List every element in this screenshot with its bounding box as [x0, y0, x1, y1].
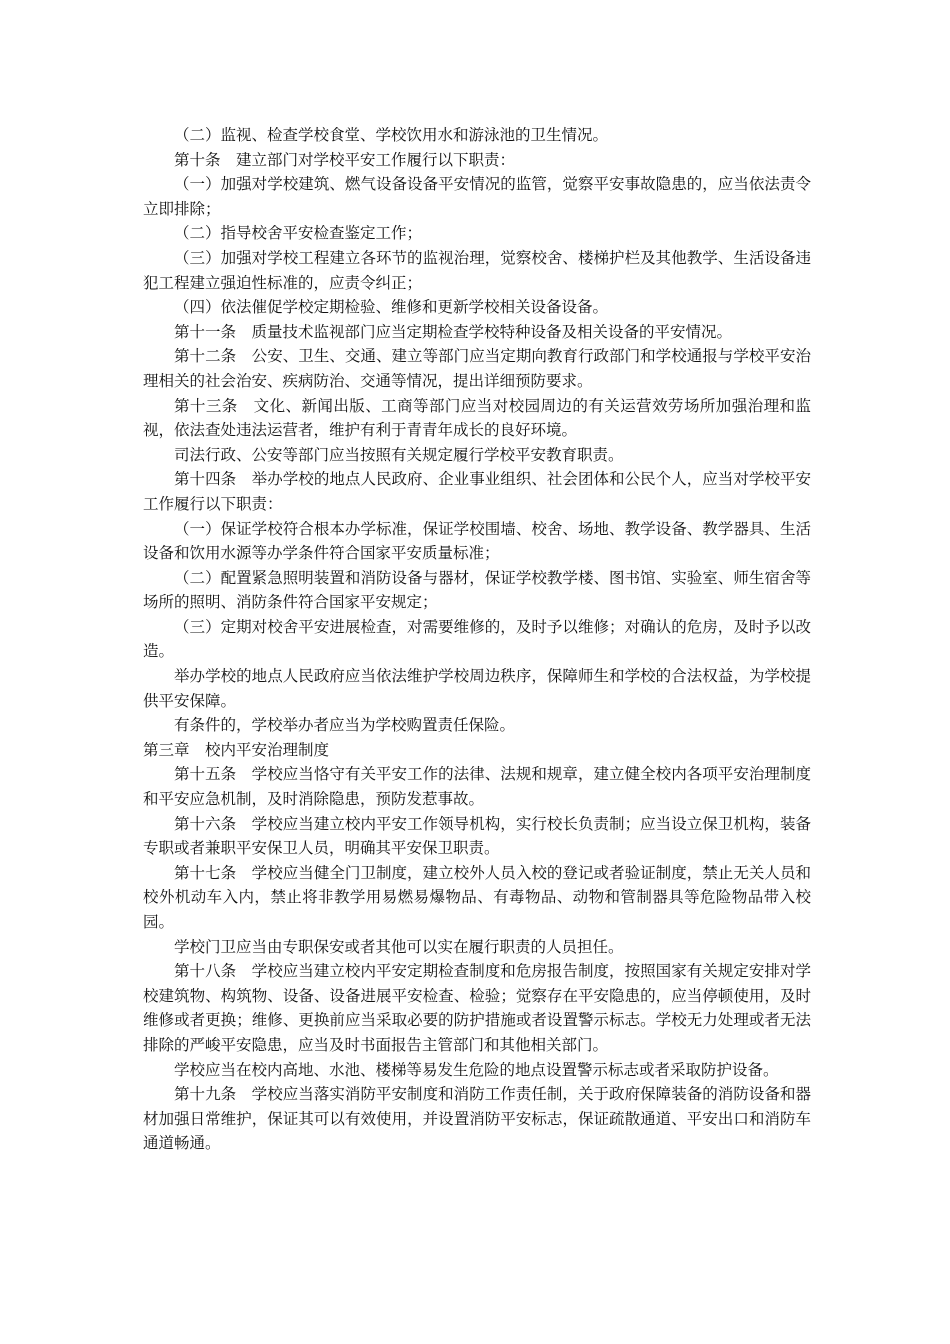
- paragraph: （一）加强对学校建筑、燃气设备设备平安情况的监管，觉察平安事故隐患的，应当依法责令立即排除；: [143, 175, 811, 218]
- article-15-paragraph: 第十五条 学校应当恪守有关平安工作的法律、法规和规章，建立健全校内各项平安治理制度和平安应急机制，及时消除隐患，预防发惹事故。: [143, 765, 811, 809]
- article-19-paragraph: 第十九条 学校应当落实消防平安制度和消防工作责任制，关于政府保障装备的消防设备和器材加强日常维护，保证其可以有效使用，并设置消防平安标志，保证疏散通道、平安出口和消防车通道畅通。: [143, 1085, 811, 1153]
- paragraph: （三）定期对校舍平安进展检查，对需要维修的，及时予以维修；对确认的危房，及时予以改造。: [143, 617, 811, 661]
- article-13-paragraph: 第十三条 文化、新闻出版、工商等部门应当对校园周边的有关运营效劳场所加强治理和监视，依法查处违法运营者，维护有利于青青年成长的良好环境。: [143, 396, 811, 440]
- paragraph: （二）监视、检查学校食堂、学校饮用水和游泳池的卫生情况。: [174, 126, 609, 144]
- article-11-paragraph: 第十一条 质量技术监视部门应当定期检查学校特种设备及相关设备的平安情况。: [174, 322, 733, 341]
- article-10-paragraph: 第十条 建立部门对学校平安工作履行以下职责：: [174, 150, 516, 169]
- paragraph: （一）保证学校符合根本办学标准，保证学校围墙、校舍、场地、教学设备、教学器具、生活设备和饮用水源等办学条件符合国家平安质量标准；: [143, 519, 811, 563]
- article-16-paragraph: 第十六条 学校应当建立校内平安工作领导机构，实行校长负责制；应当设立保卫机构，装备专职或者兼职平安保卫人员，明确其平安保卫职责。: [143, 814, 811, 858]
- paragraph: 学校应当在校内高地、水池、楼梯等易发生危险的地点设置警示标志或者采取防护设备。: [174, 1060, 779, 1079]
- paragraph: （三）加强对学校工程建立各环节的监视治理，觉察校舍、楼梯护栏及其他教学、生活设备违犯工程建立强迫性标准的，应责令纠正；: [143, 248, 811, 292]
- article-12-paragraph: 第十二条 公安、卫生、交通、建立等部门应当定期向教育行政部门和学校通报与学校平安治理相关的社会治安、疾病防治、交通等情况，提出详细预防要求。: [143, 347, 811, 390]
- article-14-paragraph: 第十四条 举办学校的地点人民政府、企业事业组织、社会团体和公民个人，应当对学校平安工作履行以下职责：: [143, 470, 811, 513]
- document-body: [143, 123, 811, 1156]
- paragraph: 司法行政、公安等部门应当按照有关规定履行学校平安教育职责。: [174, 445, 624, 464]
- paragraph: 学校门卫应当由专职保安或者其他可以实在履行职责的人员担任。: [174, 937, 624, 956]
- paragraph: （四）依法催促学校定期检验、维修和更新学校相关设备设备。: [174, 298, 609, 317]
- paragraph: （二）配置紧急照明装置和消防设备与器材，保证学校教学楼、图书馆、实验室、师生宿舍等场所的照明、消防条件符合国家平安规定；: [143, 568, 811, 612]
- paragraph: 举办学校的地点人民政府应当依法维护学校周边秩序，保障师生和学校的合法权益，为学校提供平安保障。: [143, 667, 811, 710]
- paragraph: 有条件的，学校举办者应当为学校购置责任保险。: [174, 716, 516, 735]
- paragraph: （二）指导校舍平安检查鉴定工作；: [174, 224, 423, 243]
- article-17-paragraph: 第十七条 学校应当健全门卫制度，建立校外人员入校的登记或者验证制度，禁止无关人员和校外机动车入内，禁止将非教学用易燃易爆物品、有毒物品、动物和管制器具等危险物品带入校园。: [143, 863, 811, 931]
- chapter-3-heading: 第三章 校内平安治理制度: [143, 740, 330, 759]
- article-18-paragraph: 第十八条 学校应当建立校内平安定期检查制度和危房报告制度，按照国家有关规定安排对学校建筑物、构筑物、设备、设备进展平安检查、检验；觉察存在平安隐患的，应当停顿使用，及时维修或者更换；维修、更换前应当采取必要的防护措施或者设置警示标志。学校无力处理或者无法排除的严峻平安隐患，应当及时书面报告主管部门和其他相关部门。: [143, 962, 811, 1054]
